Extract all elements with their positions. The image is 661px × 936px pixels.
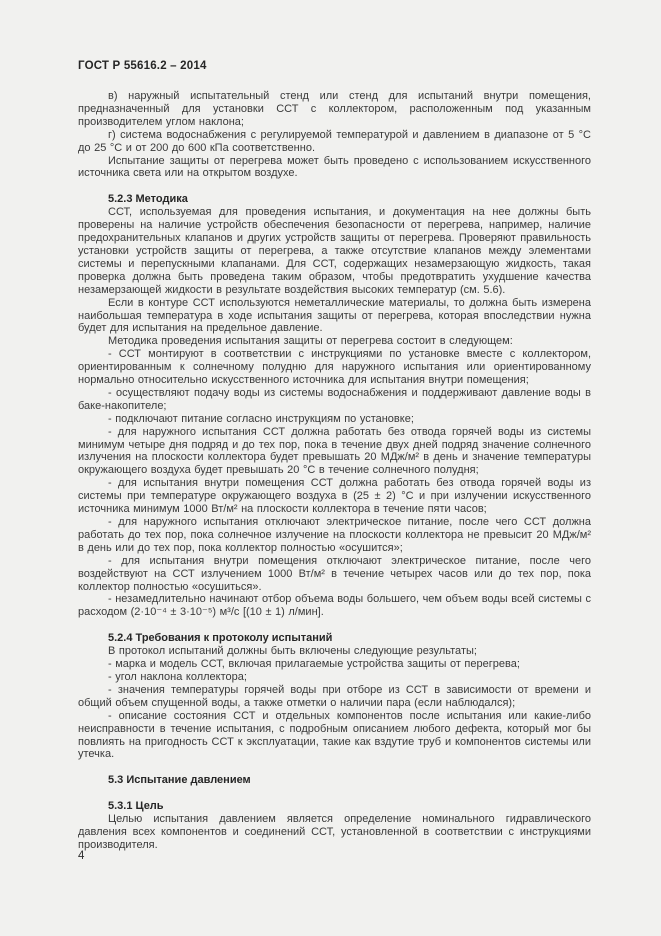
list-item: - описание состояния ССТ и отдельных компонентов после испытания или какие-либо неисправности в течение испытания, с подробным описанием любого дефекта, который мог бы повлиять на пригодность ССТ к эксплуатации, такие как вздутие труб и компонентов системы или утечка. — [78, 709, 591, 761]
list-item: - для наружного испытания ССТ должна работать без отвода горячей воды из системы минимум четыре дня подряд и до тех пор, пока в течение двух дней подряд значение солнечного излучения на плоскости коллектора будет превышать 20 МДж/м² в день и значение температуры окружающего воздуха будет превышать 20 °С в течение солнечного полудня; — [78, 425, 591, 477]
list-item: - осуществляют подачу воды из системы водоснабжения и поддерживают давление воды в баке-накопителе; — [78, 386, 591, 412]
paragraph: в) наружный испытательный стенд или стенд для испытаний внутри помещения, предназначенный для установки ССТ с коллектором, расположенным под указанным производителем углом наклона; — [78, 90, 591, 128]
paragraph: В протокол испытаний должны быть включены следующие результаты; — [108, 645, 477, 658]
list-item: - незамедлительно начинают отбор объема воды большего, чем объем воды всей системы с расходом (2·10⁻⁴ ± 3·10⁻⁵) м³/с [(10 ± 1) л/мин]. — [78, 593, 591, 619]
page-number: 4 — [78, 850, 85, 862]
paragraph: Если в контуре ССТ используются неметаллические материалы, то должна быть измерена наибольшая температура в ходе испытания защиты от перегрева, которая впоследствии нужна будет для испытания на предельное давление. — [78, 296, 591, 335]
list-item: - значения температуры горячей воды при отборе из ССТ в зависимости от времени и общий объем спущенной воды, а также отметки о наличии пара (если наблюдался); — [78, 683, 591, 709]
list-item: - марка и модель ССТ, включая прилагаемые устройства защиты от перегрева; — [108, 658, 520, 671]
paragraph: ССТ, используемая для проведения испытания, и документация на нее должны быть проверены на наличие устройств обеспечения безопасности от перегрева, например, наличие предохранительных клапанов и других устройств защиты от перегрева. Проверяют правильность установки устройств защиты от перегрева, а также отсутствие клапанов между элементами системы и перепускными клапанами. Для ССТ, содержащих незамерзающую жидкость, такая проверка должна быть проведена таким образом, чтобы предотвратить ухудшение качества незамерзающей жидкости в результате воздействия высоких температур (см. 5.6). — [78, 206, 591, 296]
document-header: ГОСТ Р 55616.2 – 2014 — [78, 60, 207, 72]
list-item: - для испытания внутри помещения отключают электрическое питание, после чего воздействуют на ССТ излучением 1000 Вт/м² в течение четырех часов или до тех пор, пока коллектор полностью «осушиться». — [78, 554, 591, 593]
section-heading: 5.2.3 Методика — [108, 193, 188, 206]
section-heading: 5.3.1 Цель — [108, 800, 164, 813]
list-item: - ССТ монтируют в соответствии с инструкциями по установке вместе с коллектором, ориентированным к солнечному полудню для наружного испытания или ориентированному нормально относительно искусственного источника для испытания внутри помещения; — [78, 348, 591, 387]
list-item: - подключают питание согласно инструкциям по установке; — [108, 412, 414, 425]
list-item: - для наружного испытания отключают электрическое питание, после чего ССТ должна работать до тех пор, пока солнечное излучение на плоскости коллектора не превысит 20 МДж/м² в день или до тех пор, пока коллектор полностью «осушится»; — [78, 516, 591, 554]
paragraph: Испытание защиты от перегрева может быть проведено с использованием искусственного источника света или на открытом воздухе. — [78, 154, 591, 180]
list-item: - для испытания внутри помещения ССТ должна работать без отвода горячей воды из системы при температуре окружающего воздуха в (25 ± 2) °С и при излучении искусственного источника минимум 1000 Вт/м² на плоскости коллектора в течение пяти часов; — [78, 477, 591, 516]
paragraph: г) система водоснабжения с регулируемой температурой и давлением в диапазоне от 5 °С до 25 °С и от 200 до 600 кПа соответственно. — [78, 128, 591, 154]
paragraph: Целью испытания давлением является определение номинального гидравлического давления всех компонентов и соединений ССТ, установленной в соответствии с инструкциями производителя. — [78, 813, 591, 851]
paragraph: Методика проведения испытания защиты от перегрева состоит в следующем: — [108, 335, 513, 348]
page-content — [78, 60, 591, 852]
list-item: - угол наклона коллектора; — [108, 670, 247, 683]
section-heading: 5.2.4 Требования к протоколу испытаний — [108, 632, 333, 645]
section-heading: 5.3 Испытание давлением — [108, 774, 251, 787]
